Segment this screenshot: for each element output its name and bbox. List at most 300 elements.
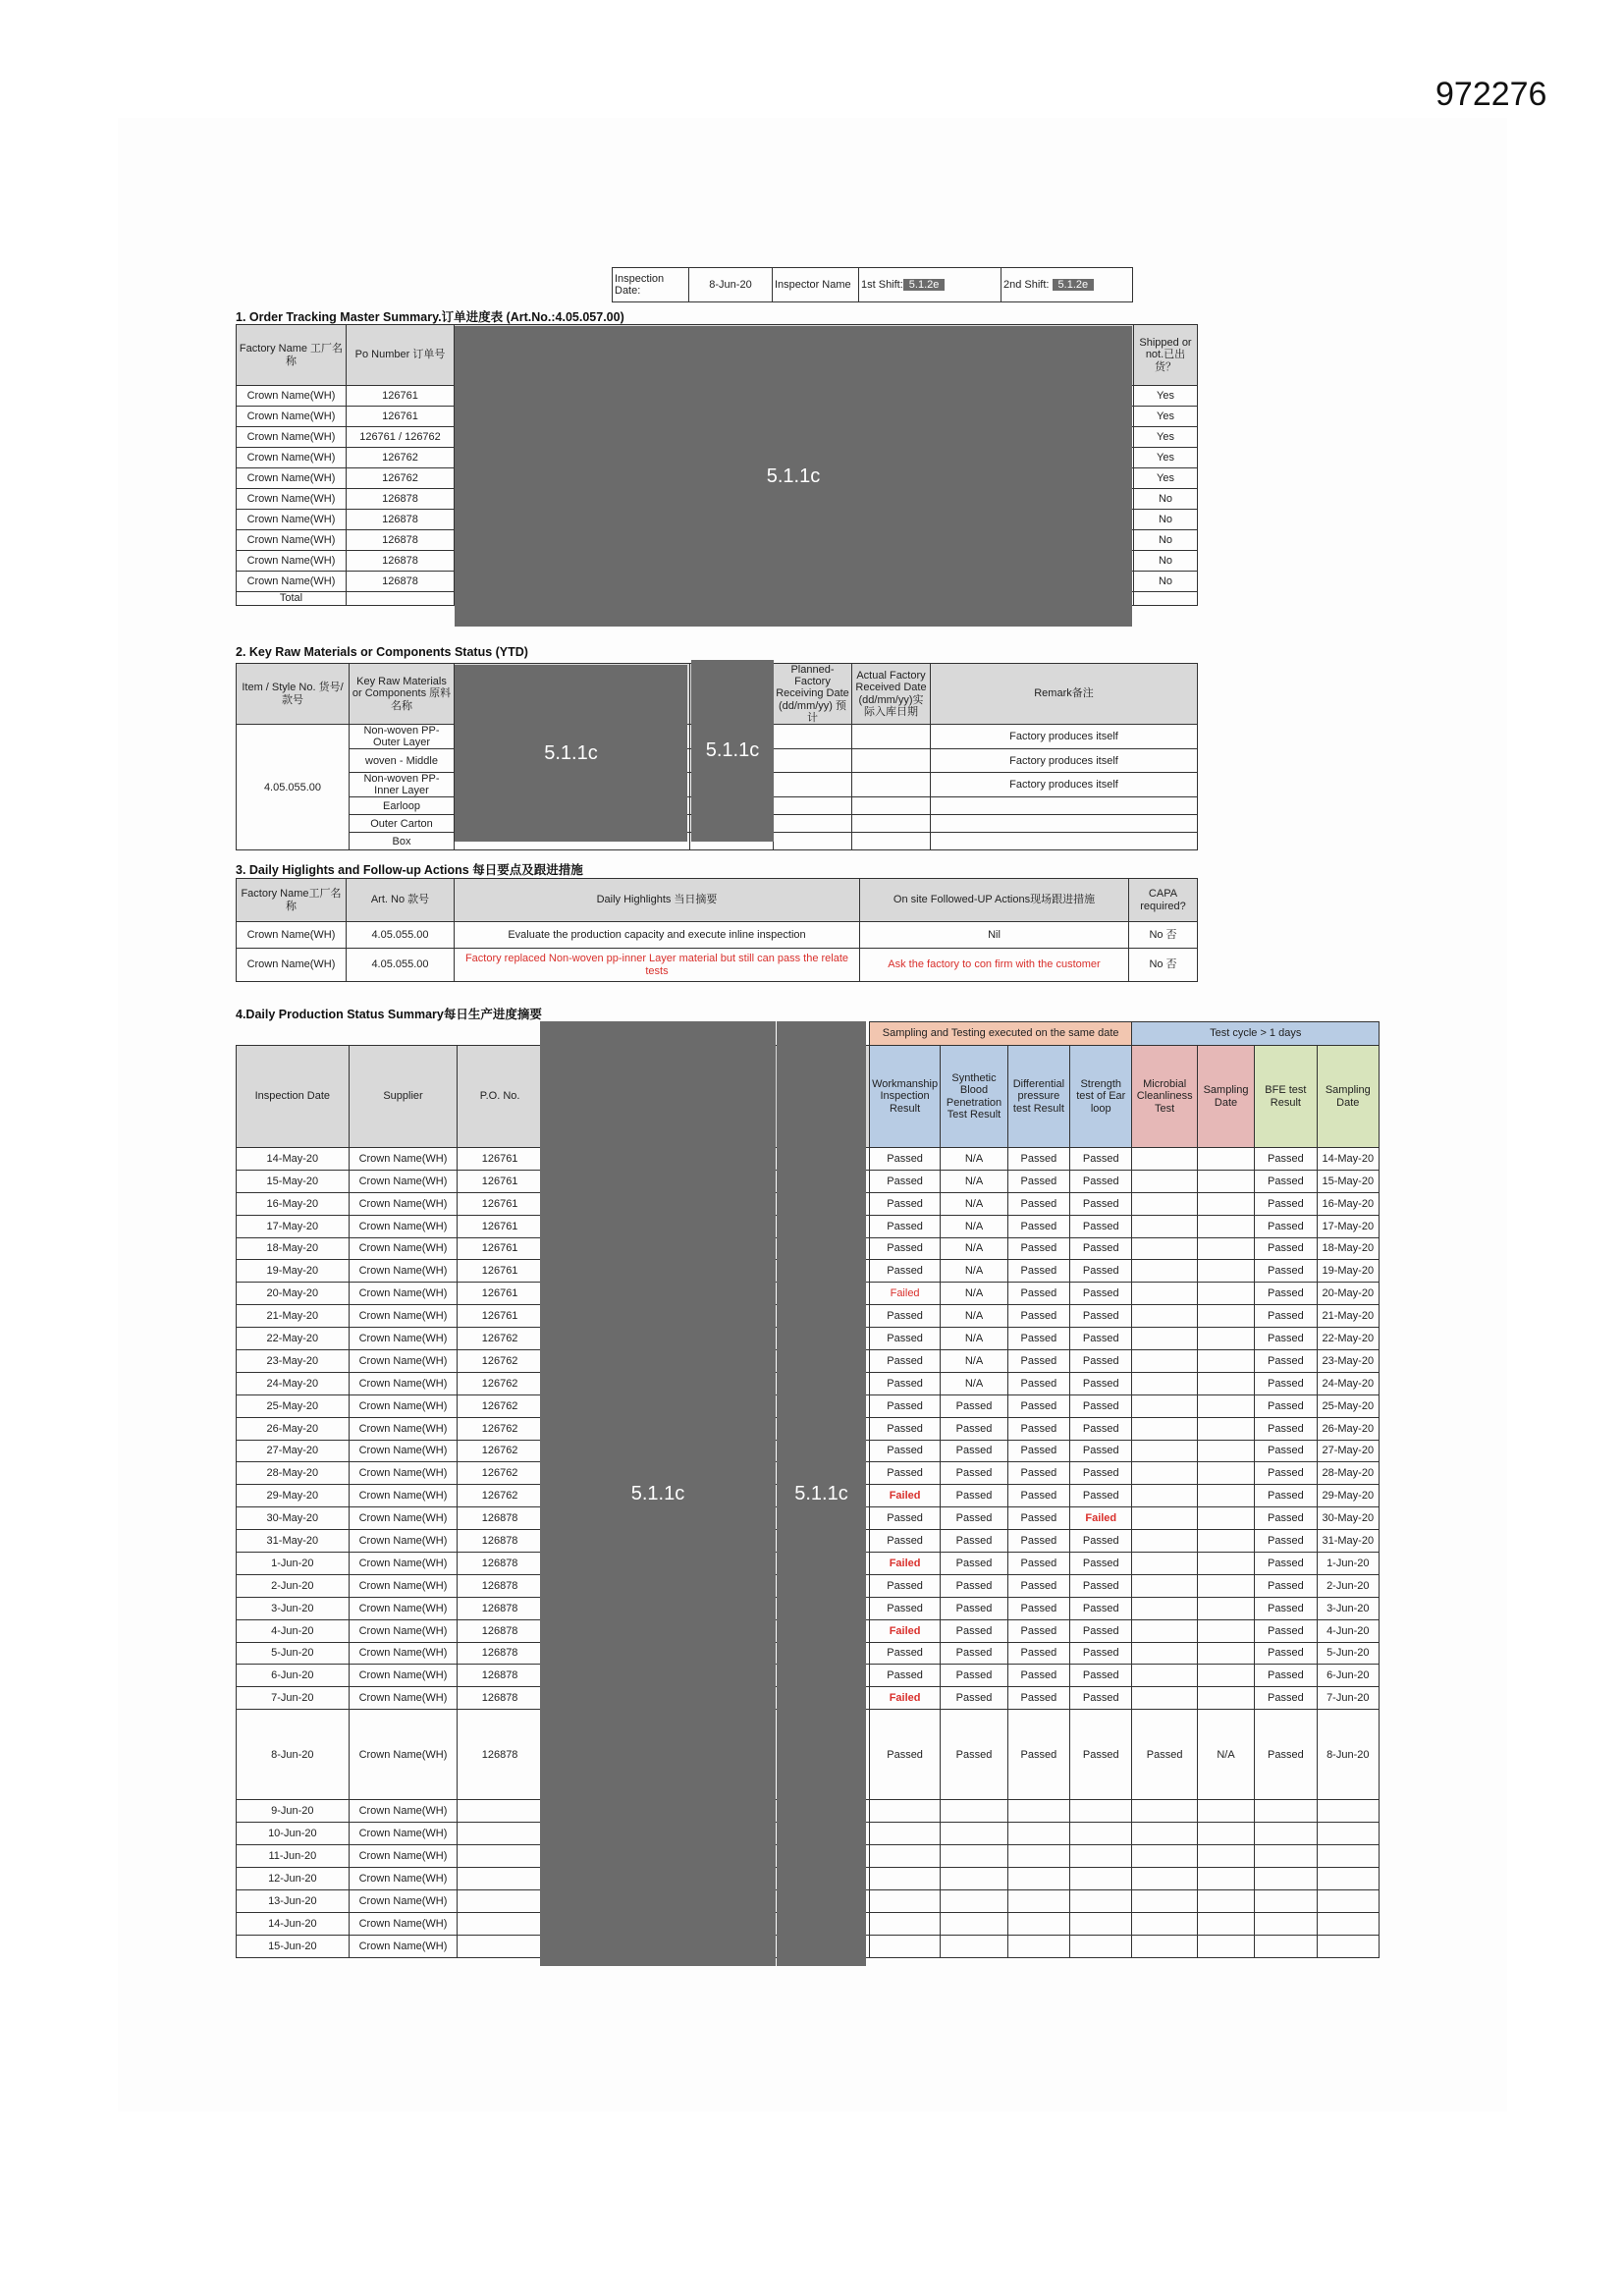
s4-header-ear-loop-strength: Strength test of Ear loop xyxy=(1070,1046,1132,1148)
po-number-cell: 126878 xyxy=(347,530,455,551)
bfe-sampling-date-cell: 31-May-20 xyxy=(1317,1530,1379,1553)
differential-pressure-cell: Passed xyxy=(1007,1553,1069,1575)
differential-pressure-cell: Passed xyxy=(1007,1440,1069,1462)
microbial-cell xyxy=(1132,1283,1197,1305)
blood-penetration-cell xyxy=(941,1800,1007,1823)
s4-header-inspection-date: Inspection Date xyxy=(237,1046,350,1148)
supplier-cell: Crown Name(WH) xyxy=(349,1619,458,1642)
po-number-cell: 126761 xyxy=(458,1237,543,1260)
po-number-cell: 126761 xyxy=(347,386,455,407)
ear-loop-strength-cell xyxy=(1070,1867,1132,1889)
differential-pressure-cell: Passed xyxy=(1007,1260,1069,1283)
microbial-cell xyxy=(1132,1597,1197,1619)
ear-loop-strength-cell: Passed xyxy=(1070,1530,1132,1553)
workmanship-cell xyxy=(869,1912,940,1935)
planned-date-cell xyxy=(774,797,852,815)
shipped-status-cell: No xyxy=(1134,572,1198,592)
sampling-date-cell xyxy=(1197,1192,1254,1215)
second-shift-cell xyxy=(1001,268,1133,302)
workmanship-cell: Passed xyxy=(869,1237,940,1260)
inspection-date-cell: 14-Jun-20 xyxy=(237,1912,350,1935)
blood-penetration-cell: Passed xyxy=(941,1642,1007,1665)
inspection-date-cell: 23-May-20 xyxy=(237,1350,350,1373)
ear-loop-strength-cell: Passed xyxy=(1070,1170,1132,1192)
section1-title: 1. Order Tracking Master Summary.订单进度表 (Art.No.:4.05.057.00) xyxy=(236,310,624,324)
microbial-cell xyxy=(1132,1642,1197,1665)
remark-cell xyxy=(931,815,1198,833)
po-number-cell: 126761 xyxy=(458,1305,543,1328)
workmanship-cell: Passed xyxy=(869,1462,940,1485)
bfe-sampling-date-cell xyxy=(1317,1823,1379,1845)
sampling-date-cell xyxy=(1197,1394,1254,1417)
shipped-status-cell: Yes xyxy=(1134,427,1198,448)
actual-date-cell xyxy=(852,833,931,850)
s3-header-capa: CAPA required? xyxy=(1129,879,1198,922)
sampling-date-cell xyxy=(1197,1642,1254,1665)
bfe-cell xyxy=(1255,1867,1317,1889)
bfe-sampling-date-cell xyxy=(1317,1867,1379,1889)
inspection-date-cell: 2-Jun-20 xyxy=(237,1574,350,1597)
ear-loop-strength-cell: Passed xyxy=(1070,1328,1132,1350)
ear-loop-strength-cell: Passed xyxy=(1070,1553,1132,1575)
bfe-cell: Passed xyxy=(1255,1530,1317,1553)
supplier-cell: Crown Name(WH) xyxy=(349,1597,458,1619)
microbial-cell xyxy=(1132,1530,1197,1553)
po-number-cell: 126878 xyxy=(458,1507,543,1530)
po-number-cell: 126761 xyxy=(458,1215,543,1237)
po-number-cell xyxy=(458,1845,543,1868)
material-name-cell: woven - Middle xyxy=(350,749,455,773)
s4-header-differential-pressure: Differential pressure test Result xyxy=(1007,1046,1069,1148)
ear-loop-strength-cell xyxy=(1070,1800,1132,1823)
blood-penetration-cell xyxy=(941,1845,1007,1868)
blood-penetration-cell xyxy=(941,1912,1007,1935)
ear-loop-strength-cell: Passed xyxy=(1070,1417,1132,1440)
bfe-cell: Passed xyxy=(1255,1619,1317,1642)
bfe-cell xyxy=(1255,1845,1317,1868)
total-shipped xyxy=(1134,592,1198,606)
differential-pressure-cell: Passed xyxy=(1007,1710,1069,1800)
s3-header-highlights: Daily Highlights 当日摘要 xyxy=(455,879,860,922)
blood-penetration-cell: N/A xyxy=(941,1372,1007,1394)
bfe-cell: Passed xyxy=(1255,1642,1317,1665)
workmanship-cell: Failed xyxy=(869,1687,940,1710)
microbial-cell xyxy=(1132,1148,1197,1171)
inspection-date-label: Inspection Date: xyxy=(613,268,689,302)
inspector-name-label: Inspector Name xyxy=(773,268,859,302)
planned-date-cell xyxy=(774,815,852,833)
po-number-cell: 126762 xyxy=(458,1372,543,1394)
differential-pressure-cell: Passed xyxy=(1007,1417,1069,1440)
ear-loop-strength-cell xyxy=(1070,1889,1132,1912)
ear-loop-strength-cell: Passed xyxy=(1070,1619,1132,1642)
bfe-cell: Passed xyxy=(1255,1485,1317,1507)
capa-required-cell: No 否 xyxy=(1129,949,1198,982)
po-number-cell: 126761 xyxy=(458,1170,543,1192)
bfe-sampling-date-cell: 5-Jun-20 xyxy=(1317,1642,1379,1665)
s1-header-po: Po Number 订单号 xyxy=(347,325,455,386)
sampling-date-cell xyxy=(1197,1215,1254,1237)
workmanship-cell: Passed xyxy=(869,1148,940,1171)
po-number-cell: 126762 xyxy=(347,468,455,489)
sampling-date-cell xyxy=(1197,1619,1254,1642)
actual-date-cell xyxy=(852,815,931,833)
supplier-cell: Crown Name(WH) xyxy=(349,1350,458,1373)
microbial-cell xyxy=(1132,1912,1197,1935)
bfe-cell: Passed xyxy=(1255,1305,1317,1328)
shipped-status-cell: Yes xyxy=(1134,407,1198,427)
workmanship-cell xyxy=(869,1889,940,1912)
bfe-cell: Passed xyxy=(1255,1260,1317,1283)
workmanship-cell: Passed xyxy=(869,1394,940,1417)
workmanship-cell xyxy=(869,1867,940,1889)
workmanship-cell: Passed xyxy=(869,1440,940,1462)
factory-name-cell: Crown Name(WH) xyxy=(237,427,347,448)
supplier-cell: Crown Name(WH) xyxy=(349,1237,458,1260)
redacted-block-s4a: 5.1.1c xyxy=(540,1021,776,1966)
supplier-cell: Crown Name(WH) xyxy=(349,1845,458,1868)
workmanship-cell: Failed xyxy=(869,1619,940,1642)
po-number-cell: 126878 xyxy=(458,1619,543,1642)
bfe-sampling-date-cell xyxy=(1317,1935,1379,1957)
sampling-date-cell xyxy=(1197,1665,1254,1687)
po-number-cell xyxy=(458,1800,543,1823)
blood-penetration-cell: N/A xyxy=(941,1350,1007,1373)
differential-pressure-cell: Passed xyxy=(1007,1619,1069,1642)
bfe-sampling-date-cell: 3-Jun-20 xyxy=(1317,1597,1379,1619)
remark-cell: Factory produces itself xyxy=(931,725,1198,749)
blood-penetration-cell: Passed xyxy=(941,1619,1007,1642)
inspection-date-cell: 20-May-20 xyxy=(237,1283,350,1305)
ear-loop-strength-cell xyxy=(1070,1935,1132,1957)
differential-pressure-cell xyxy=(1007,1867,1069,1889)
blood-penetration-cell: Passed xyxy=(941,1462,1007,1485)
supplier-cell: Crown Name(WH) xyxy=(349,1394,458,1417)
supplier-cell: Crown Name(WH) xyxy=(349,1170,458,1192)
daily-highlights-table xyxy=(236,878,1198,982)
factory-name-cell: Crown Name(WH) xyxy=(237,922,347,949)
bfe-cell: Passed xyxy=(1255,1283,1317,1305)
bfe-cell: Passed xyxy=(1255,1170,1317,1192)
supplier-cell: Crown Name(WH) xyxy=(349,1687,458,1710)
bfe-cell: Passed xyxy=(1255,1597,1317,1619)
bfe-sampling-date-cell: 18-May-20 xyxy=(1317,1237,1379,1260)
workmanship-cell: Failed xyxy=(869,1553,940,1575)
follow-up-action-cell: Nil xyxy=(860,922,1129,949)
total-label: Total xyxy=(237,592,347,606)
po-number-cell: 126878 xyxy=(458,1553,543,1575)
bfe-sampling-date-cell: 20-May-20 xyxy=(1317,1283,1379,1305)
inspection-date-cell: 8-Jun-20 xyxy=(237,1710,350,1800)
sampling-date-cell xyxy=(1197,1170,1254,1192)
remark-cell xyxy=(931,797,1198,815)
item-number-cell: 4.05.055.00 xyxy=(237,725,350,850)
microbial-cell xyxy=(1132,1350,1197,1373)
s2-header-material: Key Raw Materials or Components 原料名称 xyxy=(350,664,455,725)
ear-loop-strength-cell: Passed xyxy=(1070,1192,1132,1215)
sampling-date-cell xyxy=(1197,1823,1254,1845)
microbial-cell xyxy=(1132,1170,1197,1192)
inspection-date-cell: 16-May-20 xyxy=(237,1192,350,1215)
microbial-cell xyxy=(1132,1462,1197,1485)
blood-penetration-cell: Passed xyxy=(941,1574,1007,1597)
po-number-cell xyxy=(458,1867,543,1889)
supplier-cell: Crown Name(WH) xyxy=(349,1485,458,1507)
bfe-cell: Passed xyxy=(1255,1350,1317,1373)
sampling-date-cell xyxy=(1197,1417,1254,1440)
differential-pressure-cell: Passed xyxy=(1007,1462,1069,1485)
blood-penetration-cell: N/A xyxy=(941,1148,1007,1171)
ear-loop-strength-cell: Passed xyxy=(1070,1148,1132,1171)
ear-loop-strength-cell: Passed xyxy=(1070,1574,1132,1597)
bfe-sampling-date-cell: 19-May-20 xyxy=(1317,1260,1379,1283)
workmanship-cell: Passed xyxy=(869,1417,940,1440)
microbial-cell xyxy=(1132,1823,1197,1845)
blood-penetration-cell: N/A xyxy=(941,1215,1007,1237)
actual-date-cell xyxy=(852,749,931,773)
bfe-sampling-date-cell: 30-May-20 xyxy=(1317,1507,1379,1530)
factory-name-cell: Crown Name(WH) xyxy=(237,949,347,982)
ear-loop-strength-cell: Passed xyxy=(1070,1642,1132,1665)
inspection-date-cell: 27-May-20 xyxy=(237,1440,350,1462)
ear-loop-strength-cell: Passed xyxy=(1070,1710,1132,1800)
inspection-header-table xyxy=(612,267,1133,302)
po-number-cell: 126878 xyxy=(458,1665,543,1687)
bfe-sampling-date-cell: 2-Jun-20 xyxy=(1317,1574,1379,1597)
second-shift-label: 2nd Shift: xyxy=(1003,278,1050,291)
blood-penetration-cell: N/A xyxy=(941,1328,1007,1350)
po-number-cell xyxy=(458,1935,543,1957)
microbial-cell xyxy=(1132,1215,1197,1237)
workmanship-cell: Passed xyxy=(869,1192,940,1215)
blood-penetration-cell: Passed xyxy=(941,1553,1007,1575)
supplier-cell: Crown Name(WH) xyxy=(349,1283,458,1305)
supplier-cell: Crown Name(WH) xyxy=(349,1553,458,1575)
planned-date-cell xyxy=(774,833,852,850)
sampling-date-cell xyxy=(1197,1574,1254,1597)
po-number-cell: 126762 xyxy=(458,1440,543,1462)
supplier-cell: Crown Name(WH) xyxy=(349,1889,458,1912)
workmanship-cell: Passed xyxy=(869,1642,940,1665)
factory-name-cell: Crown Name(WH) xyxy=(237,448,347,468)
microbial-cell xyxy=(1132,1372,1197,1394)
inspection-date-cell: 26-May-20 xyxy=(237,1417,350,1440)
supplier-cell: Crown Name(WH) xyxy=(349,1507,458,1530)
po-number-cell: 126878 xyxy=(458,1574,543,1597)
factory-name-cell: Crown Name(WH) xyxy=(237,386,347,407)
inspection-date-cell: 28-May-20 xyxy=(237,1462,350,1485)
differential-pressure-cell: Passed xyxy=(1007,1665,1069,1687)
differential-pressure-cell: Passed xyxy=(1007,1350,1069,1373)
po-number-cell: 126761 xyxy=(347,407,455,427)
supplier-cell: Crown Name(WH) xyxy=(349,1823,458,1845)
bfe-sampling-date-cell: 7-Jun-20 xyxy=(1317,1687,1379,1710)
bfe-cell: Passed xyxy=(1255,1687,1317,1710)
workmanship-cell: Passed xyxy=(869,1328,940,1350)
sampling-date-cell xyxy=(1197,1372,1254,1394)
inspection-date-cell: 18-May-20 xyxy=(237,1237,350,1260)
inspection-date-cell: 13-Jun-20 xyxy=(237,1889,350,1912)
bfe-cell: Passed xyxy=(1255,1440,1317,1462)
bfe-cell: Passed xyxy=(1255,1372,1317,1394)
shipped-status-cell: Yes xyxy=(1134,468,1198,489)
planned-date-cell xyxy=(774,773,852,797)
inspection-date-cell: 17-May-20 xyxy=(237,1215,350,1237)
bfe-sampling-date-cell: 16-May-20 xyxy=(1317,1192,1379,1215)
inspection-date-cell: 3-Jun-20 xyxy=(237,1597,350,1619)
differential-pressure-cell xyxy=(1007,1800,1069,1823)
bfe-sampling-date-cell: 22-May-20 xyxy=(1317,1328,1379,1350)
inspection-date-cell: 1-Jun-20 xyxy=(237,1553,350,1575)
workmanship-cell: Failed xyxy=(869,1283,940,1305)
microbial-cell xyxy=(1132,1665,1197,1687)
second-shift-redaction: 5.1.2e xyxy=(1053,279,1095,291)
microbial-cell xyxy=(1132,1935,1197,1957)
bfe-sampling-date-cell: 23-May-20 xyxy=(1317,1350,1379,1373)
factory-name-cell: Crown Name(WH) xyxy=(237,551,347,572)
sampling-date-cell xyxy=(1197,1800,1254,1823)
bfe-sampling-date-cell: 29-May-20 xyxy=(1317,1485,1379,1507)
microbial-cell xyxy=(1132,1507,1197,1530)
blood-penetration-cell xyxy=(941,1889,1007,1912)
po-number-cell: 126878 xyxy=(458,1710,543,1800)
inspection-date-cell: 25-May-20 xyxy=(237,1394,350,1417)
supplier-cell: Crown Name(WH) xyxy=(349,1305,458,1328)
differential-pressure-cell: Passed xyxy=(1007,1597,1069,1619)
inspection-date-cell: 21-May-20 xyxy=(237,1305,350,1328)
ear-loop-strength-cell: Passed xyxy=(1070,1305,1132,1328)
workmanship-cell xyxy=(869,1800,940,1823)
bfe-sampling-date-cell: 17-May-20 xyxy=(1317,1215,1379,1237)
bfe-sampling-date-cell: 24-May-20 xyxy=(1317,1372,1379,1394)
inspection-date-cell: 10-Jun-20 xyxy=(237,1823,350,1845)
supplier-cell: Crown Name(WH) xyxy=(349,1665,458,1687)
differential-pressure-cell xyxy=(1007,1845,1069,1868)
differential-pressure-cell: Passed xyxy=(1007,1530,1069,1553)
microbial-cell xyxy=(1132,1305,1197,1328)
workmanship-cell: Passed xyxy=(869,1507,940,1530)
microbial-cell xyxy=(1132,1800,1197,1823)
workmanship-cell: Failed xyxy=(869,1485,940,1507)
bfe-cell: Passed xyxy=(1255,1237,1317,1260)
po-number-cell: 126762 xyxy=(458,1417,543,1440)
daily-highlight-cell: Evaluate the production capacity and execute inline inspection xyxy=(455,922,860,949)
supplier-cell: Crown Name(WH) xyxy=(349,1260,458,1283)
workmanship-cell: Passed xyxy=(869,1260,940,1283)
microbial-cell xyxy=(1132,1440,1197,1462)
microbial-cell xyxy=(1132,1553,1197,1575)
blood-penetration-cell: Passed xyxy=(941,1417,1007,1440)
document-id: 972276 xyxy=(1435,76,1547,113)
inspection-date-cell: 19-May-20 xyxy=(237,1260,350,1283)
microbial-cell xyxy=(1132,1889,1197,1912)
inspection-date-cell: 7-Jun-20 xyxy=(237,1687,350,1710)
bfe-sampling-date-cell: 28-May-20 xyxy=(1317,1462,1379,1485)
inspection-date-cell: 5-Jun-20 xyxy=(237,1642,350,1665)
redacted-block-s2b: 5.1.1c xyxy=(691,660,774,842)
remark-cell xyxy=(931,833,1198,850)
ear-loop-strength-cell: Passed xyxy=(1070,1665,1132,1687)
remark-cell: Factory produces itself xyxy=(931,773,1198,797)
ear-loop-strength-cell: Passed xyxy=(1070,1260,1132,1283)
supplier-cell: Crown Name(WH) xyxy=(349,1935,458,1957)
ear-loop-strength-cell: Passed xyxy=(1070,1394,1132,1417)
s4-header-bfe: BFE test Result xyxy=(1255,1046,1317,1148)
differential-pressure-cell: Passed xyxy=(1007,1328,1069,1350)
workmanship-cell: Passed xyxy=(869,1710,940,1800)
ear-loop-strength-cell: Failed xyxy=(1070,1507,1132,1530)
differential-pressure-cell: Passed xyxy=(1007,1305,1069,1328)
sampling-date-cell xyxy=(1197,1935,1254,1957)
first-shift-cell xyxy=(859,268,1001,302)
ear-loop-strength-cell: Passed xyxy=(1070,1372,1132,1394)
s2-header-actual-date: Actual Factory Received Date (dd/mm/yy)实际入库日期 xyxy=(852,664,931,725)
po-number-cell: 126761 xyxy=(458,1148,543,1171)
bfe-sampling-date-cell: 26-May-20 xyxy=(1317,1417,1379,1440)
blood-penetration-cell xyxy=(941,1823,1007,1845)
bfe-cell: Passed xyxy=(1255,1507,1317,1530)
ear-loop-strength-cell: Passed xyxy=(1070,1687,1132,1710)
actual-date-cell xyxy=(852,797,931,815)
bfe-cell: Passed xyxy=(1255,1710,1317,1800)
po-number-cell xyxy=(458,1889,543,1912)
s4-header-sampling-date-1: Sampling Date xyxy=(1197,1046,1254,1148)
shipped-status-cell: Yes xyxy=(1134,448,1198,468)
microbial-cell xyxy=(1132,1867,1197,1889)
supplier-cell: Crown Name(WH) xyxy=(349,1372,458,1394)
s2-header-remark: Remark备注 xyxy=(931,664,1198,725)
sampling-date-cell: N/A xyxy=(1197,1710,1254,1800)
workmanship-cell: Passed xyxy=(869,1170,940,1192)
differential-pressure-cell: Passed xyxy=(1007,1283,1069,1305)
inspection-date-cell: 29-May-20 xyxy=(237,1485,350,1507)
s3-header-factory: Factory Name工厂名称 xyxy=(237,879,347,922)
ear-loop-strength-cell xyxy=(1070,1912,1132,1935)
differential-pressure-cell xyxy=(1007,1935,1069,1957)
blood-penetration-cell: Passed xyxy=(941,1530,1007,1553)
differential-pressure-cell: Passed xyxy=(1007,1642,1069,1665)
workmanship-cell xyxy=(869,1845,940,1868)
blood-penetration-cell: N/A xyxy=(941,1283,1007,1305)
microbial-cell xyxy=(1132,1845,1197,1868)
differential-pressure-cell: Passed xyxy=(1007,1148,1069,1171)
bfe-sampling-date-cell: 8-Jun-20 xyxy=(1317,1710,1379,1800)
po-number-cell: 126761 / 126762 xyxy=(347,427,455,448)
sampling-date-cell xyxy=(1197,1328,1254,1350)
supplier-cell: Crown Name(WH) xyxy=(349,1867,458,1889)
inspection-date-cell: 22-May-20 xyxy=(237,1328,350,1350)
po-number-cell xyxy=(458,1823,543,1845)
bfe-cell: Passed xyxy=(1255,1328,1317,1350)
inspection-date-cell: 15-Jun-20 xyxy=(237,1935,350,1957)
table-row xyxy=(237,922,1198,949)
s3-header-art: Art. No 款号 xyxy=(347,879,455,922)
s2-header-planned-date: Planned-Factory Receiving Date (dd/mm/yy) 预计 xyxy=(774,664,852,725)
sampling-date-cell xyxy=(1197,1507,1254,1530)
material-name-cell: Non-woven PP-Outer Layer xyxy=(350,725,455,749)
bfe-sampling-date-cell: 15-May-20 xyxy=(1317,1170,1379,1192)
sampling-date-cell xyxy=(1197,1889,1254,1912)
ear-loop-strength-cell: Passed xyxy=(1070,1237,1132,1260)
blood-penetration-cell: Passed xyxy=(941,1710,1007,1800)
inspection-date-cell: 31-May-20 xyxy=(237,1530,350,1553)
daily-highlight-cell: Factory replaced Non-woven pp-inner Layer material but still can pass the relate tests xyxy=(455,949,860,982)
differential-pressure-cell: Passed xyxy=(1007,1372,1069,1394)
redacted-block-s1: 5.1.1c xyxy=(455,326,1132,627)
ear-loop-strength-cell: Passed xyxy=(1070,1215,1132,1237)
bfe-cell xyxy=(1255,1935,1317,1957)
sampling-date-cell xyxy=(1197,1260,1254,1283)
